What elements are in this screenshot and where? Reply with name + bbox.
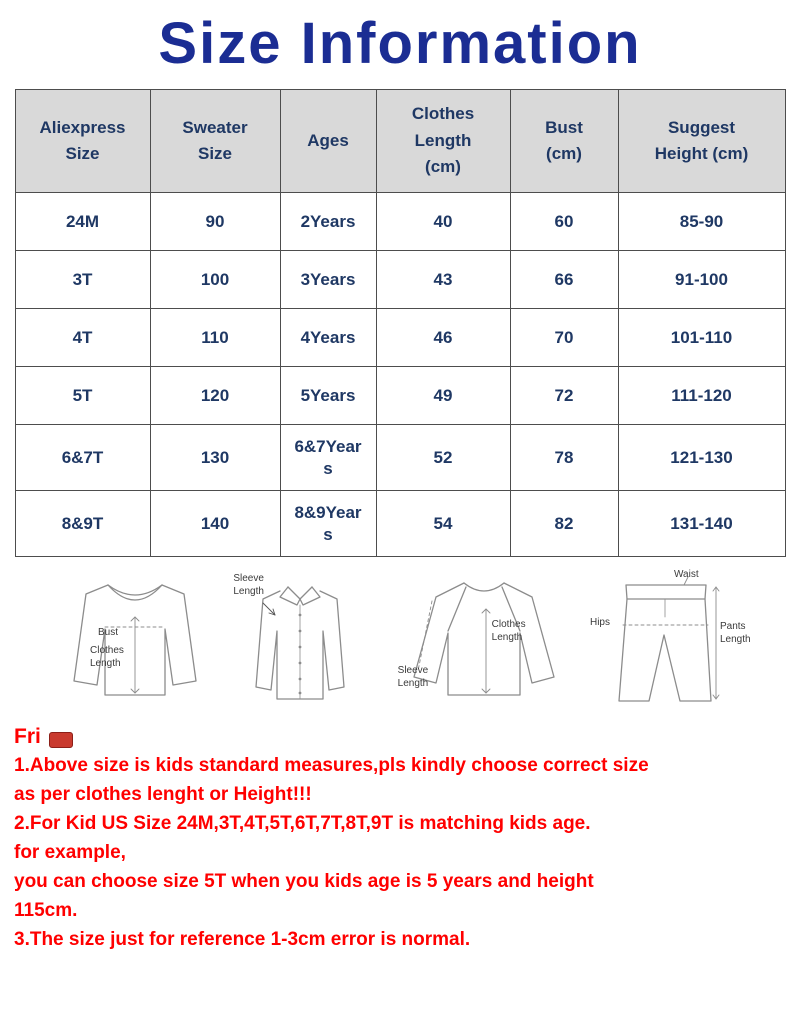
notes-intro-text: Fri — [14, 725, 41, 748]
header-sweater-size: Sweater Size — [150, 90, 280, 193]
table-cell: 101-110 — [618, 309, 785, 367]
table-cell: 110 — [150, 309, 280, 367]
table-cell: 6&7Years — [280, 425, 376, 491]
table-cell: 91-100 — [618, 251, 785, 309]
table-cell: 4T — [15, 309, 150, 367]
raglan-sweater-outline-icon — [392, 569, 567, 717]
note-line: 2.For Kid US Size 24M,3T,4T,5T,6T,7T,8T,9T is matching kids age. — [14, 813, 591, 834]
table-cell: 3Years — [280, 251, 376, 309]
pants-length-label: Pants Length — [719, 621, 751, 645]
table-cell: 43 — [376, 251, 510, 309]
table-cell: 66 — [510, 251, 618, 309]
header-suggest-height: Suggest Height (cm) — [618, 90, 785, 193]
note-line: you can choose size 5T when you kids age is 5 years and height — [14, 871, 594, 892]
red-sticker-icon — [49, 732, 73, 748]
waist-label: Waist — [673, 569, 699, 580]
table-cell: 46 — [376, 309, 510, 367]
table-row — [15, 251, 785, 309]
sleeve-length-label: Sleeve Length — [233, 573, 264, 597]
table-cell: 140 — [150, 491, 280, 557]
table-cell: 131-140 — [618, 491, 785, 557]
bust-label: Bust — [98, 627, 119, 638]
shirt-diagram — [233, 569, 368, 717]
note-line: for example, — [14, 842, 126, 863]
table-cell: 8&9T — [15, 491, 150, 557]
header-bust: Bust (cm) — [510, 90, 618, 193]
table-cell: 90 — [150, 193, 280, 251]
size-table — [15, 89, 786, 557]
raglan-sweater-diagram — [392, 569, 567, 717]
table-cell: 85-90 — [618, 193, 785, 251]
table-cell: 52 — [376, 425, 510, 491]
sweater-diagram — [60, 569, 210, 717]
clothes-length-label: Clothes Length — [491, 619, 526, 643]
table-cell: 130 — [150, 425, 280, 491]
clothes-length-label: Clothes Length — [90, 645, 124, 669]
header-ages: Ages — [280, 90, 376, 193]
sweater-outline-icon — [60, 569, 210, 717]
table-cell: 100 — [150, 251, 280, 309]
table-cell: 6&7T — [15, 425, 150, 491]
size-information-page — [0, 10, 800, 1010]
note-line: 3.The size just for reference 1-3cm error is normal. — [14, 929, 471, 950]
note-line: 115cm. — [14, 900, 78, 921]
notes-section — [0, 723, 800, 954]
table-row — [15, 425, 785, 491]
table-row — [15, 309, 785, 367]
table-cell: 2Years — [280, 193, 376, 251]
header-aliexpress-size: Aliexpress Size — [15, 90, 150, 193]
table-cell: 72 — [510, 367, 618, 425]
note-line: as per clothes lenght or Height!!! — [14, 784, 312, 805]
sleeve-length-label: Sleeve Length — [397, 665, 429, 689]
table-cell: 78 — [510, 425, 618, 491]
table-row — [15, 193, 785, 251]
table-cell: 82 — [510, 491, 618, 557]
table-cell: 70 — [510, 309, 618, 367]
table-cell: 54 — [376, 491, 510, 557]
notes-intro-row — [14, 723, 786, 751]
table-cell: 121-130 — [618, 425, 785, 491]
table-row — [15, 491, 785, 557]
table-cell: 5T — [15, 367, 150, 425]
table-cell: 120 — [150, 367, 280, 425]
table-cell: 40 — [376, 193, 510, 251]
table-row — [15, 367, 785, 425]
table-cell: 5Years — [280, 367, 376, 425]
table-cell: 4Years — [280, 309, 376, 367]
table-cell: 24M — [15, 193, 150, 251]
table-header-row — [15, 90, 785, 193]
page-title: Size Information — [158, 11, 642, 76]
pants-diagram — [590, 569, 760, 717]
note-line: 1.Above size is kids standard measures,pls kindly choose correct size — [14, 755, 649, 776]
table-cell: 49 — [376, 367, 510, 425]
table-cell: 60 — [510, 193, 618, 251]
header-clothes-length: Clothes Length (cm) — [376, 90, 510, 193]
table-cell: 111-120 — [618, 367, 785, 425]
measurement-diagrams — [0, 569, 800, 719]
hips-label: Hips — [589, 617, 610, 628]
table-cell: 3T — [15, 251, 150, 309]
table-cell: 8&9Years — [280, 491, 376, 557]
